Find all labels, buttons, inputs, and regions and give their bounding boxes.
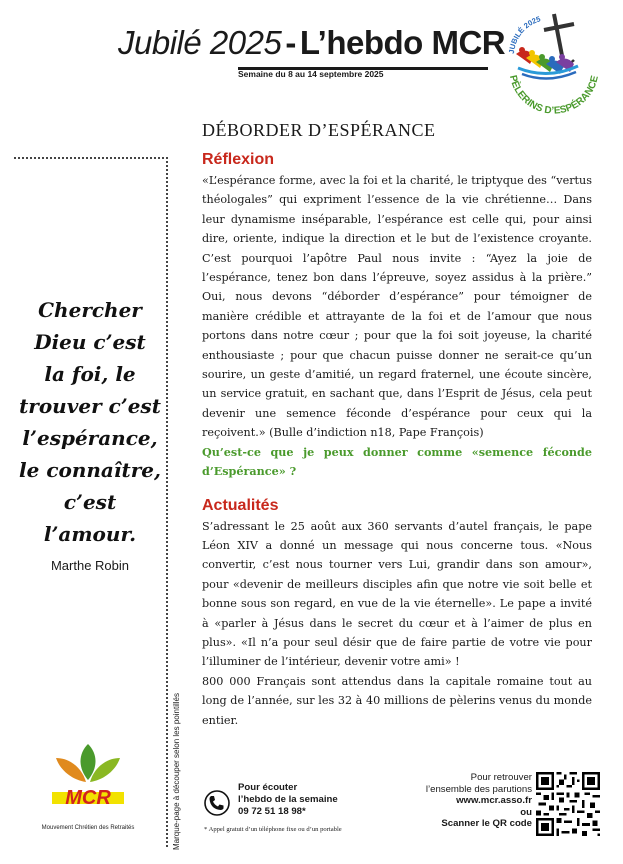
phone-number: 09 72 51 18 98* [238, 806, 306, 817]
actualites-text-2: 800 000 Français sont attendus dans la capitale romaine tout au long de l’année, sur les 32 à 40 millions de pèlerins venus du monde entier. [202, 674, 592, 727]
quote-line: le connaître, [19, 458, 161, 482]
listen-info [238, 782, 338, 818]
quote-line: trouver c’est [19, 394, 161, 418]
actualites-text: S’adressant le 25 août aux 360 servants d’autel français, le pape Léon XIV a donné un message qui nous concerne tous. «Nous convertir, c’est nous tourner vers Lui, grandir dans son amour», pour «devenir de meilleurs disciples afin que notre vie soit belle et bonne sous son regard, en vue de la vie éternelle». Le pape a invité à «parler à Jésus dans le secret du cœur et à l’aimer de plus en plus». «Il n’a pour seul désir que de faire partie de votre vie pour l’illuminer de l’intérieur, devenir votre ami» ! [202, 519, 592, 669]
jubilee-2025-logo [492, 6, 604, 118]
mcr-logo [48, 740, 128, 820]
mcr-logo-text: MCR [65, 787, 111, 809]
cut-instruction [172, 650, 184, 850]
listen-line-2: l’hebdo de la semaine [238, 794, 338, 805]
retrieve-line-2: l’ensemble des parutions [425, 783, 532, 795]
cut-line-vertical [166, 157, 168, 847]
website-link[interactable]: www.mcr.asso.fr [456, 795, 532, 806]
reflexion-heading: Réflexion [202, 151, 275, 168]
quote-line: la foi, le [44, 362, 136, 386]
quote-line: Chercher [38, 298, 142, 322]
retrieve-line-1: Pour retrouver [470, 772, 532, 783]
hebdo-title: L’hebdo MCR [299, 24, 506, 61]
leaf-icon [56, 744, 120, 782]
logo-pelerins-text: PÈLERINS D’ESPÉRANCE [506, 74, 601, 117]
quote-line: c’est [63, 490, 117, 514]
quote-line: Dieu c’est [34, 330, 146, 354]
qr-code[interactable] [536, 772, 600, 836]
quote [14, 294, 166, 550]
page-title: DÉBORDER D’ESPÉRANCE [202, 120, 436, 140]
retrieve-info [384, 772, 532, 830]
title-dash: - [285, 24, 296, 61]
logo-jubilee-text: JUBILÉ 2025 [506, 14, 542, 55]
main-content [202, 120, 592, 730]
phone-icon [204, 790, 230, 816]
phone-footnote: * Appel gratuit d’un téléphone fixe ou d’un portable [204, 826, 342, 833]
pilgrims-icon [516, 47, 578, 79]
scan-qr-text: Scanner le QR code [441, 818, 532, 829]
quote-line: l’amour. [43, 522, 137, 546]
mcr-caption: Mouvement Chrétien des Retraités [41, 825, 135, 831]
quote-author: Marthe Robin [50, 558, 130, 573]
cross-icon [544, 14, 574, 67]
week-dates: Semaine du 8 au 14 septembre 2025 [238, 69, 384, 79]
reflexion-question: Qu’est-ce que je peux donner comme «semence féconde d’Espérance» ? [202, 444, 592, 479]
cut-line-horizontal [14, 157, 164, 159]
reflexion-text: «L’espérance forme, avec la foi et la charité, le triptyque des “vertus théologales” qui expriment l’essence de la vie chrétienne… Dans leur dynamisme inséparable, l’espérance est celle qui, pour ainsi dire, oriente, indique la direction et le but de l’existence croyante. C’est pourquoi l’apôtre Paul nous invite : “Ayez la joie de l’espérance, tenez bon dans l’épreuve, soyez assidus à la prière.” Oui, nous devons “déborder d’espérance” pour témoigner de manière crédible et attrayante de la foi et de l’amour que nous portons dans notre cœur ; pour que la foi soit joyeuse, la charité enthousiaste ; pour que chacun puisse donner ne serait-ce qu’un sourire, un geste d’amitié, un regard fraternel, une écoute sincère, un service gratuit, en sachant que, dans l’Esprit de Jésus, cela peut devenir une semence féconde d’espérance pour ceux qui la reçoivent.» (Bulle d’indiction n18, Pape François) [202, 174, 592, 440]
listen-line-1: Pour écouter [238, 782, 298, 793]
quote-line: l’espérance, [22, 426, 158, 450]
cut-instruction-text: Marque-page à découper selon les pointillés [172, 693, 181, 850]
jubilee-title: Jubilé 2025 [118, 24, 282, 61]
actualites-heading: Actualités [202, 496, 279, 514]
or-text: ou [520, 806, 532, 818]
newsletter-title [118, 24, 505, 62]
